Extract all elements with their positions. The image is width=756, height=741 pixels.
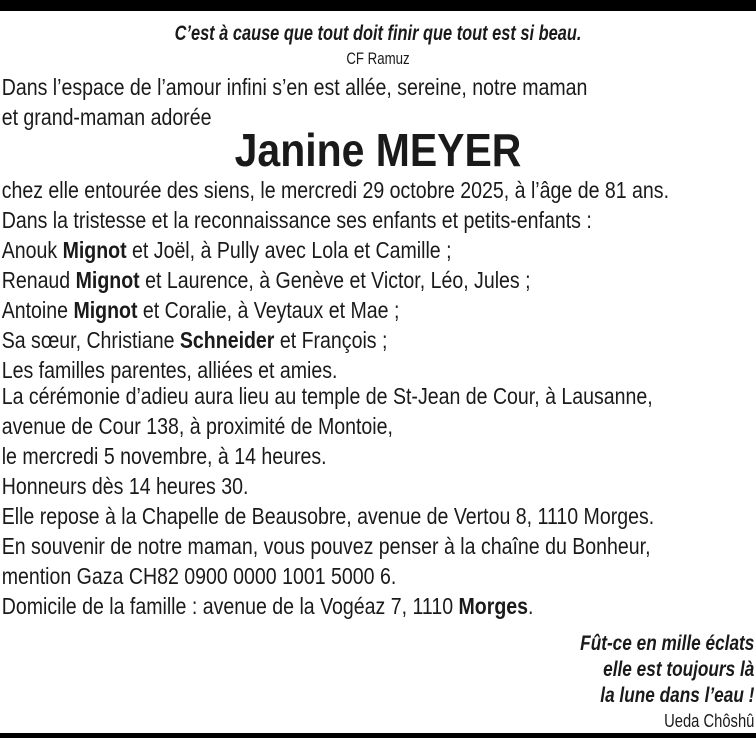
ceremony-line-2: avenue de Cour 138, à proximité de Montoie, (1, 413, 393, 439)
family-line-2-pre: Renaud (1, 267, 76, 293)
bottom-border-bar (0, 733, 756, 738)
family-line-2-surname: Mignot (75, 267, 140, 293)
family-line-3-post: et Coralie, à Veytaux et Mae ; (137, 297, 400, 323)
ceremony-line-7: mention Gaza CH82 0900 0000 1001 5000 6. (1, 563, 397, 589)
family-line-1 (2, 235, 643, 265)
family-line-2 (2, 265, 643, 295)
announcement-paragraph (0, 175, 670, 235)
epigraph (83, 11, 673, 70)
announcement-line-1: chez elle entourée des siens, le mercredi 29 octobre 2025, à l’âge de 81 ans. (1, 177, 670, 203)
domicile-line (2, 591, 643, 621)
family-line-5-pre: Les familles parentes, alliées et amies. (1, 357, 338, 383)
family-line-4 (2, 325, 643, 355)
ceremony-line-1: La cérémonie d’adieu aura lieu au temple de St-Jean de Cour, à Lausanne, (1, 383, 653, 409)
ceremony-line-5: Elle repose à la Chapelle de Beausobre, avenue de Vertou 8, 1110 Morges. (1, 503, 655, 529)
domicile-line-pre: Domicile de la famille : avenue de la Vogéaz 7, 1110 (1, 593, 459, 619)
family-line-1-surname: Mignot (62, 237, 127, 263)
closing-quote (136, 631, 756, 733)
family-line-4-surname: Schneider (179, 327, 275, 353)
deceased-name: Janine MEYER (234, 124, 522, 176)
family-line-4-pre: Sa sœur, Christiane (1, 327, 180, 353)
domicile-city: Morges (458, 593, 529, 619)
family-line-3 (2, 295, 643, 325)
intro-line-2: et grand-maman adorée (1, 104, 212, 130)
ceremony-line-3: le mercredi 5 novembre, à 14 heures. (1, 443, 327, 469)
announcement-line-2: Dans la tristesse et la reconnaissance ses enfants et petits-enfants : (1, 207, 592, 233)
ceremony-line-6: En souvenir de notre maman, vous pouvez penser à la chaîne du Bonheur, (1, 533, 651, 559)
domicile-line-post: . (528, 593, 534, 619)
family-line-4-post: et François ; (274, 327, 388, 353)
family-line-3-surname: Mignot (73, 297, 138, 323)
family-line-3-pre: Antoine (1, 297, 74, 323)
epigraph-attribution: CF Ramuz (346, 49, 410, 68)
intro-paragraph (0, 72, 643, 132)
ceremony-line-4: Honneurs dès 14 heures 30. (1, 473, 249, 499)
family-list (0, 235, 643, 385)
closing-line-1: Fût-ce en mille éclats (580, 632, 755, 655)
family-line-1-pre: Anouk (1, 237, 63, 263)
family-line-1-post: et Joël, à Pully avec Lola et Camille ; (126, 237, 452, 263)
closing-line-2: elle est toujours là (603, 658, 755, 681)
epigraph-quote: C’est à cause que tout doit finir que tout est si beau. (174, 22, 582, 45)
closing-attribution: Ueda Chôshû (664, 711, 755, 731)
intro-line-1: Dans l’espace de l’amour infini s’en est allée, sereine, notre maman (1, 74, 588, 100)
ceremony-paragraph (0, 381, 655, 621)
top-border-bar (0, 0, 756, 11)
closing-line-3: la lune dans l’eau ! (600, 684, 755, 707)
family-line-2-post: et Laurence, à Genève et Victor, Léo, Jules ; (139, 267, 531, 293)
